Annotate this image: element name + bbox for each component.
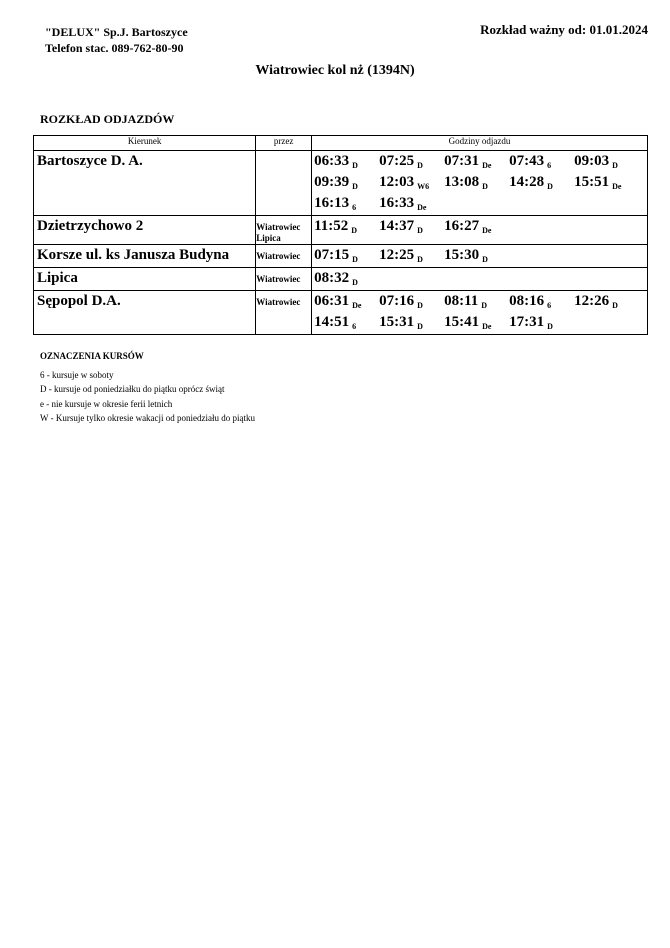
time-mark: D: [351, 226, 358, 235]
departure-time: [314, 153, 379, 170]
times-cell: [312, 151, 648, 216]
time-value: 09:03: [574, 153, 610, 169]
departures-table: [33, 135, 648, 335]
departure-time: [379, 314, 444, 331]
time-mark: De: [352, 301, 362, 310]
time-mark: D: [352, 182, 358, 191]
table-row: [34, 245, 648, 268]
time-value: 06:33: [314, 153, 350, 169]
time-mark: D: [417, 255, 423, 264]
legend-item: 6 - kursuje w soboty: [40, 369, 114, 380]
departure-time: [444, 218, 509, 235]
time-value: 15:51: [574, 174, 610, 190]
departure-time: [314, 270, 379, 287]
times-cell: [312, 245, 648, 268]
legend-item: D - kursuje od poniedziałku do piątku oprócz świąt: [40, 384, 225, 394]
time-mark: De: [482, 226, 492, 235]
time-mark: D: [547, 322, 553, 331]
departure-time: [379, 247, 444, 264]
departure-time: [574, 293, 639, 310]
time-mark: 6: [547, 161, 552, 170]
departure-time: [379, 174, 444, 191]
time-mark: D: [417, 226, 423, 235]
direction-cell: Lipica: [34, 268, 256, 291]
time-mark: De: [482, 161, 492, 170]
valid-from: Rozkład ważny od: 01.01.2024: [480, 22, 648, 37]
column-header-times: Godziny odjazdu: [312, 136, 648, 151]
time-value: 07:15: [314, 247, 350, 263]
departure-time: [574, 174, 639, 191]
time-mark: D: [352, 255, 358, 264]
time-mark: De: [612, 182, 622, 191]
departure-time: [509, 174, 574, 191]
times-cell: [312, 268, 648, 291]
departure-time: [574, 153, 639, 170]
times-line: [314, 313, 647, 334]
time-value: 16:13: [314, 195, 350, 211]
via-cell: [256, 151, 312, 216]
company-name: "DELUX" Sp.J. Bartoszyce: [45, 25, 188, 39]
time-value: 14:51: [314, 314, 350, 330]
departure-time: [314, 247, 379, 264]
departure-time: [379, 153, 444, 170]
departure-time: [314, 314, 379, 331]
time-value: 12:26: [574, 293, 610, 309]
times-line: [314, 173, 647, 194]
via-cell: Wiatrowiec Lipica: [256, 216, 312, 245]
times-line: [314, 217, 647, 238]
time-mark: 6: [352, 203, 357, 212]
via-cell: Wiatrowiec: [256, 268, 312, 291]
time-mark: D: [482, 182, 488, 191]
time-value: 12:25: [379, 247, 415, 263]
departure-time: [314, 174, 379, 191]
departure-time: [444, 153, 509, 170]
time-value: 11:52: [314, 218, 349, 234]
table-row: [34, 216, 648, 245]
time-mark: D: [417, 322, 423, 331]
departure-time: [509, 314, 574, 331]
direction-cell: Korsze ul. ks Janusza Budyna: [34, 245, 256, 268]
time-value: 07:25: [379, 153, 415, 169]
departure-time: [379, 195, 444, 212]
time-value: 15:41: [444, 314, 480, 330]
company-phone: Telefon stac. 089-762-80-90: [45, 41, 184, 55]
time-mark: D: [417, 161, 423, 170]
time-value: 09:39: [314, 174, 350, 190]
legend-title: OZNACZENIA KURSÓW: [40, 351, 144, 361]
time-value: 16:27: [444, 218, 480, 234]
time-value: 14:28: [509, 174, 545, 190]
times-line: [314, 269, 647, 290]
time-mark: D: [612, 161, 618, 170]
company-info: [45, 24, 188, 56]
time-mark: 6: [547, 301, 552, 310]
time-value: 15:31: [379, 314, 415, 330]
departure-time: [379, 218, 444, 235]
times-line: [314, 194, 647, 215]
time-mark: D: [352, 278, 358, 287]
direction-cell: Sępopol D.A.: [34, 291, 256, 335]
time-value: 12:03: [379, 174, 415, 190]
time-value: 14:37: [379, 218, 415, 234]
time-value: 08:11: [444, 293, 479, 309]
legend: [40, 349, 255, 426]
times-line: [314, 152, 647, 173]
departure-time: [444, 293, 509, 310]
time-value: 07:16: [379, 293, 415, 309]
time-value: 07:31: [444, 153, 480, 169]
time-value: 15:30: [444, 247, 480, 263]
time-value: 07:43: [509, 153, 545, 169]
departure-time: [509, 153, 574, 170]
time-value: 06:31: [314, 293, 350, 309]
legend-item: W - Kursuje tylko okresie wakacji od poniedziału do piątku: [40, 413, 256, 423]
time-mark: D: [481, 301, 488, 310]
time-mark: D: [482, 255, 488, 264]
departure-time: [314, 195, 379, 212]
time-value: 17:31: [509, 314, 545, 330]
times-cell: [312, 216, 648, 245]
column-header-via: przez: [256, 136, 312, 151]
departure-time: [509, 293, 574, 310]
departure-time: [444, 174, 509, 191]
time-mark: D: [612, 301, 618, 310]
time-value: 16:33: [379, 195, 415, 211]
direction-cell: Bartoszyce D. A.: [34, 151, 256, 216]
section-title: ROZKŁAD ODJAZDÓW: [40, 112, 175, 126]
stop-title: Wiatrowiec kol nż (1394N): [255, 63, 415, 78]
table-row: [34, 268, 648, 291]
time-value: 13:08: [444, 174, 480, 190]
departure-time: [314, 218, 379, 235]
legend-item: e - nie kursuje w okresie ferii letnich: [40, 398, 173, 409]
time-mark: W6: [417, 182, 430, 191]
via-cell: Wiatrowiec: [256, 291, 312, 335]
times-cell: [312, 291, 648, 335]
time-mark: De: [417, 203, 427, 212]
time-value: 08:16: [509, 293, 545, 309]
time-mark: 6: [352, 322, 357, 331]
time-mark: D: [417, 301, 423, 310]
table-row: [34, 291, 648, 335]
time-mark: De: [482, 322, 492, 331]
time-value: 08:32: [314, 270, 350, 286]
direction-cell: Dzietrzychowo 2: [34, 216, 256, 245]
table-row: [34, 151, 648, 216]
times-line: [314, 246, 647, 267]
via-cell: Wiatrowiec: [256, 245, 312, 268]
time-mark: D: [547, 182, 553, 191]
column-header-direction: Kierunek: [34, 136, 256, 151]
departure-time: [379, 293, 444, 310]
departure-time: [444, 247, 509, 264]
departure-time: [444, 314, 509, 331]
times-line: [314, 292, 647, 313]
time-mark: D: [352, 161, 358, 170]
departure-time: [314, 293, 379, 310]
